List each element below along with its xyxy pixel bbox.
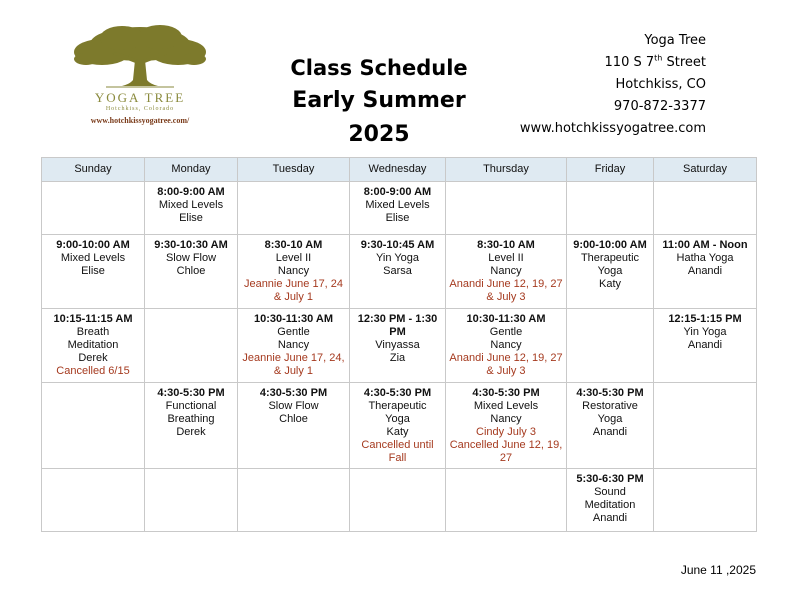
class-name: Vinyassa	[375, 339, 420, 351]
class-cell	[567, 383, 654, 469]
class-teacher: Chloe	[279, 413, 308, 425]
empty-cell	[42, 383, 145, 469]
substitution-note: Anandi June 12, 19, 27 & July 3	[449, 352, 563, 377]
schedule-title	[268, 52, 490, 152]
class-name: Level II	[488, 252, 524, 264]
substitution-note: Cancelled until Fall	[361, 439, 434, 464]
class-name: Yin Yoga	[683, 326, 727, 338]
class-cell	[567, 235, 654, 309]
class-cell	[145, 235, 238, 309]
street-suffix: th	[654, 53, 663, 63]
class-cell	[446, 235, 567, 309]
class-name: Breath	[76, 326, 110, 338]
class-teacher: Katy	[386, 426, 409, 438]
class-cell	[350, 182, 446, 235]
schedule-row	[42, 309, 757, 383]
class-name: Yin Yoga	[375, 252, 420, 264]
class-time: 12:15-1:15 PM	[668, 313, 742, 325]
studio-city: Hotchkiss, CO	[615, 77, 706, 92]
class-cell	[42, 309, 145, 383]
class-name: Functional	[165, 400, 217, 412]
class-cell	[567, 469, 654, 532]
class-teacher: Elise	[385, 212, 410, 224]
class-teacher: Elise	[179, 212, 203, 224]
class-teacher: Katy	[598, 278, 621, 290]
empty-cell	[238, 182, 350, 235]
class-teacher: Nancy	[490, 339, 522, 351]
class-teacher: Nancy	[490, 413, 522, 425]
class-cell	[654, 235, 757, 309]
day-header-friday: Friday	[567, 158, 654, 182]
class-teacher: Elise	[81, 265, 105, 277]
substitution-note: Cancelled 6/15	[56, 365, 130, 377]
day-header-wednesday: Wednesday	[350, 158, 446, 182]
schedule-body	[42, 182, 757, 532]
class-time: 5:30-6:30 PM	[576, 473, 644, 485]
logo-url[interactable]: www.hotchkissyogatree.com/	[90, 116, 190, 125]
class-name: Mixed Levels	[158, 199, 224, 211]
class-time: 10:15-11:15 AM	[53, 313, 133, 325]
empty-cell	[145, 469, 238, 532]
class-name: Mixed Levels	[60, 252, 126, 264]
class-time: 10:30-11:30 AM	[253, 313, 334, 325]
class-time: 9:00-10:00 AM	[573, 239, 647, 251]
class-name: Gentle	[489, 326, 523, 338]
class-time: 9:00-10:00 AM	[56, 239, 130, 251]
class-cell	[350, 309, 446, 383]
class-name: Mixed Levels	[365, 199, 430, 211]
class-teacher: Sarsa	[383, 265, 412, 277]
class-cell	[350, 383, 446, 469]
logo-subtitle: Hotchkiss, Colorado	[105, 106, 175, 112]
day-header-monday: Monday	[145, 158, 238, 182]
logo-name: YOGA TREE	[94, 90, 186, 105]
class-teacher: Nancy	[277, 265, 310, 277]
class-name: Gentle	[277, 326, 310, 338]
empty-cell	[42, 182, 145, 235]
day-header-thursday: Thursday	[446, 158, 567, 182]
class-name: Hatha Yoga	[676, 252, 734, 264]
class-time: 8:30-10 AM	[264, 239, 323, 251]
substitution-note: Cancelled June 12, 19, 27	[449, 439, 563, 464]
empty-cell	[567, 182, 654, 235]
tree-icon	[72, 24, 208, 90]
updated-date: June 11 ,2025	[680, 563, 756, 577]
class-name: Yoga	[597, 265, 623, 277]
schedule-row	[42, 182, 757, 235]
schedule-row	[42, 469, 757, 532]
class-name: Slow Flow	[268, 400, 319, 412]
class-name: Therapeutic	[580, 252, 640, 264]
class-teacher: Derek	[78, 352, 108, 364]
empty-cell	[654, 383, 757, 469]
day-header-tuesday: Tuesday	[238, 158, 350, 182]
studio-website[interactable]: www.hotchkissyogatree.com	[519, 121, 706, 136]
class-name: Level II	[275, 252, 312, 264]
class-cell	[446, 383, 567, 469]
street-word: Street	[662, 55, 706, 70]
class-cell	[238, 383, 350, 469]
substitution-note: Jeannie June 17, 24 & July 1	[243, 278, 344, 303]
class-name: Mixed Levels	[473, 400, 539, 412]
class-time: 4:30-5:30 PM	[363, 387, 432, 399]
class-cell	[145, 182, 238, 235]
class-cell	[145, 383, 238, 469]
class-time: 11:00 AM - Noon	[662, 239, 748, 251]
schedule-table	[41, 157, 757, 532]
empty-cell	[567, 309, 654, 383]
class-cell	[238, 309, 350, 383]
class-time: 12:30 PM - 1:30 PM	[357, 313, 438, 338]
class-cell	[446, 309, 567, 383]
empty-cell	[654, 182, 757, 235]
substitution-note: Anandi June 12, 19, 27 & July 3	[449, 278, 563, 303]
empty-cell	[446, 469, 567, 532]
studio-name: Yoga Tree	[644, 33, 706, 48]
title-line-2: Early Summer 2025	[292, 88, 466, 147]
day-header-sunday: Sunday	[42, 158, 145, 182]
class-name: Breathing	[167, 413, 215, 425]
class-time: 8:30-10 AM	[477, 239, 535, 251]
class-name: Sound	[594, 486, 626, 498]
class-teacher: Anandi	[687, 339, 723, 351]
class-name: Yoga	[385, 413, 410, 425]
studio-address	[520, 30, 706, 140]
class-cell	[654, 309, 757, 383]
class-time: 8:00-9:00 AM	[363, 186, 432, 198]
class-time: 4:30-5:30 PM	[472, 387, 540, 399]
class-teacher: Derek	[176, 426, 206, 438]
substitution-note: Cindy July 3	[476, 426, 536, 438]
empty-cell	[350, 469, 446, 532]
class-time: 9:30-10:30 AM	[154, 239, 228, 251]
class-name: Restorative	[582, 400, 638, 412]
class-time: 4:30-5:30 PM	[576, 387, 644, 399]
class-time: 4:30-5:30 PM	[157, 387, 225, 399]
day-header-row	[42, 158, 757, 182]
class-time: 8:00-9:00 AM	[157, 186, 225, 198]
street-number: 110 S 7	[604, 55, 655, 70]
day-header-saturday: Saturday	[654, 158, 757, 182]
studio-street	[520, 52, 706, 74]
class-teacher: Anandi	[687, 265, 723, 277]
title-line-1: Class Schedule	[290, 56, 468, 80]
class-teacher: Zia	[389, 352, 406, 364]
empty-cell	[238, 469, 350, 532]
class-teacher: Nancy	[490, 265, 522, 277]
empty-cell	[446, 182, 567, 235]
class-teacher: Nancy	[277, 339, 310, 351]
empty-cell	[654, 469, 757, 532]
class-cell	[238, 235, 350, 309]
class-time: 9:30-10:45 AM	[360, 239, 435, 251]
schedule-row	[42, 383, 757, 469]
class-time: 10:30-11:30 AM	[466, 313, 546, 325]
studio-phone: 970-872-3377	[613, 99, 706, 114]
class-time: 4:30-5:30 PM	[259, 387, 328, 399]
class-name: Meditation	[584, 499, 636, 511]
class-name: Slow Flow	[165, 252, 217, 264]
class-teacher: Chloe	[176, 265, 206, 277]
class-name: Therapeutic	[368, 400, 427, 412]
substitution-note: Jeannie June 17, 24, & July 1	[242, 352, 345, 377]
class-cell	[42, 235, 145, 309]
logo	[66, 24, 214, 128]
empty-cell	[145, 309, 238, 383]
class-teacher: Anandi	[592, 426, 628, 438]
class-name: Yoga	[597, 413, 623, 425]
schedule-row	[42, 235, 757, 309]
class-teacher: Anandi	[592, 512, 628, 524]
class-name: Meditation	[67, 339, 119, 351]
empty-cell	[42, 469, 145, 532]
class-cell	[350, 235, 446, 309]
